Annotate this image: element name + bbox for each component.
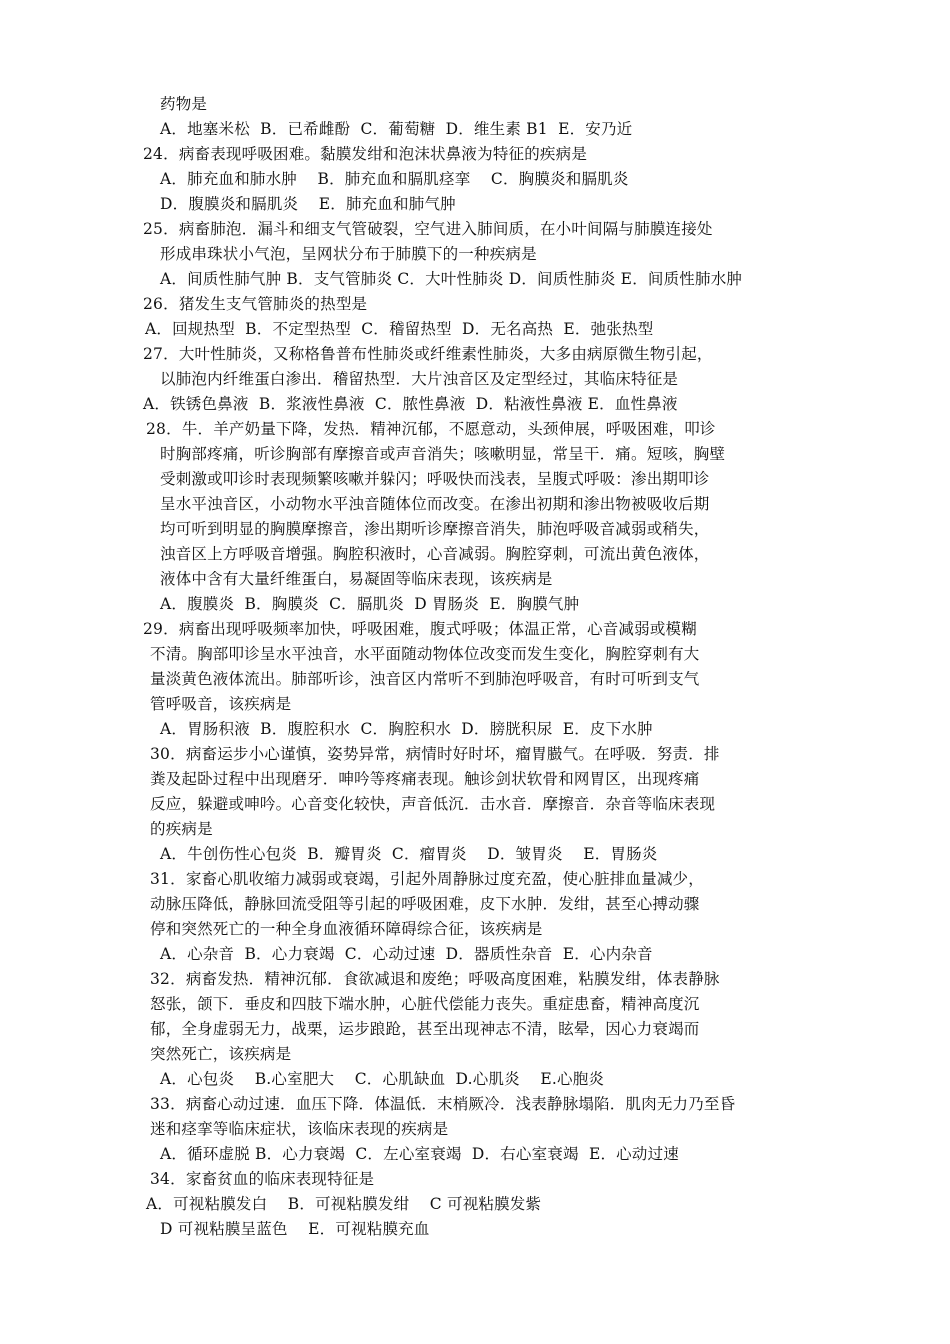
text-line: 反应，躲避或呻吟。心音变化较快，声音低沉．击水音．摩擦音．杂音等临床表现 xyxy=(150,795,716,813)
text-line: 时胸部疼痛，听诊胸部有摩擦音或声音消失；咳嗽明显，常呈干．痛。短咳，胸壁 xyxy=(160,445,726,463)
text-line: 液体中含有大量纤维蛋白，易凝固等临床表现，该疾病是 xyxy=(160,570,553,588)
question-stem: 32．病畜发热．精神沉郁．食欲减退和废绝；呼吸高度困难，粘膜发绀，体表静脉 xyxy=(150,970,720,988)
answer-options: A．牛创伤性心包炎 B．瓣胃炎 C．瘤胃炎 D．皱胃炎 E．胃肠炎 xyxy=(160,845,658,863)
text-line: 动脉压降低，静脉回流受阻等引起的呼吸困难，皮下水肿．发绀，甚至心搏动骤 xyxy=(150,895,700,913)
text-line: 迷和痉挛等临床症状，该临床表现的疾病是 xyxy=(150,1120,449,1138)
text-line: 的疾病是 xyxy=(150,820,213,838)
question-stem: 26．猪发生支气管肺炎的热型是 xyxy=(143,295,368,313)
answer-options: D．腹膜炎和膈肌炎 E．肺充血和肺气肿 xyxy=(160,195,456,213)
text-line: 形成串珠状小气泡，呈网状分布于肺膜下的一种疾病是 xyxy=(160,245,537,263)
text-line: 不清。胸部叩诊呈水平浊音，水平面随动物体位改变而发生变化，胸腔穿刺有大 xyxy=(150,645,700,663)
answer-options: A．间质性肺气肿 B．支气管肺炎 C．大叶性肺炎 D．间质性肺炎 E．间质性肺水肿 xyxy=(160,270,743,288)
answer-options: A．循环虚脱 B．心力衰竭 C．左心室衰竭 D．右心室衰竭 E．心动过速 xyxy=(160,1145,679,1163)
question-stem: 31．家畜心肌收缩力减弱或衰竭，引起外周静脉过度充盈，使心脏排血量减少， xyxy=(150,870,704,888)
text-line: 以肺泡内纤维蛋白渗出．稽留热型．大片浊音区及定型经过，其临床特征是 xyxy=(160,370,679,388)
question-stem: 29．病畜出现呼吸频率加快，呼吸困难，腹式呼吸；体温正常，心音减弱或模糊 xyxy=(143,620,697,638)
question-stem: 25．病畜肺泡．漏斗和细支气管破裂，空气进入肺间质，在小叶间隔与肺膜连接处 xyxy=(143,220,713,238)
question-stem: 33．病畜心动过速．血压下降．体温低．末梢厥冷．浅表静脉塌陷．肌肉无力乃至昏 xyxy=(150,1095,736,1113)
question-stem: 34．家畜贫血的临床表现特征是 xyxy=(150,1170,375,1188)
text-line: 均可听到明显的胸膜摩擦音，渗出期听诊摩擦音消失，肺泡呼吸音减弱或稍失， xyxy=(160,520,710,538)
text-line: 量淡黄色液体流出。肺部听诊，浊音区内常听不到肺泡呼吸音，有时可听到支气 xyxy=(150,670,700,688)
answer-options: A．铁锈色鼻液 B．浆液性鼻液 C．脓性鼻液 D．粘液性鼻液 E．血性鼻液 xyxy=(143,395,678,413)
text-line: 受刺激或叩诊时表现频繁咳嗽并躲闪；呼吸快而浅表，呈腹式呼吸：渗出期叩诊 xyxy=(160,470,710,488)
question-stem: 24．病畜表现呼吸困难。黏膜发绀和泡沫状鼻液为特征的疾病是 xyxy=(143,145,588,163)
answer-options: A．胃肠积液 B．腹腔积水 C．胸腔积水 D．膀胱积尿 E．皮下水肿 xyxy=(160,720,653,738)
text-line: 呈水平浊音区，小动物水平浊音随体位而改变。在渗出初期和渗出物被吸收后期 xyxy=(160,495,710,513)
question-stem: 30．病畜运步小心谨慎，姿势异常，病情时好时坏，瘤胃臌气。在呼吸．努责．排 xyxy=(150,745,720,763)
answer-options: A．回规热型 B．不定型热型 C．稽留热型 D．无名高热 E．弛张热型 xyxy=(145,320,654,338)
text-line: 郁，全身虚弱无力，战栗，运步踉跄，甚至出现神志不清，眩晕，因心力衰竭而 xyxy=(150,1020,700,1038)
text-line: 管呼吸音，该疾病是 xyxy=(150,695,292,713)
text-line: 药物是 xyxy=(160,95,208,113)
question-stem: 28．牛．羊产奶量下降，发热．精神沉郁，不愿意动，头颈伸展，呼吸困难，叩诊 xyxy=(146,420,716,438)
answer-options: A．可视粘膜发白 B．可视粘膜发绀 C 可视粘膜发紫 xyxy=(146,1195,542,1213)
answer-options: A．地塞米松 B．已希雌酚 C．葡萄糖 D．维生素 B1 E．安乃近 xyxy=(160,120,633,138)
question-stem: 27．大叶性肺炎，又称格鲁普布性肺炎或纤维素性肺炎，大多由病原微生物引起， xyxy=(143,345,713,363)
answer-options: D 可视粘膜呈蓝色 E．可视粘膜充血 xyxy=(160,1220,430,1238)
text-line: 突然死亡，该疾病是 xyxy=(150,1045,292,1063)
text-line: 粪及起卧过程中出现磨牙．呻吟等疼痛表现。触诊剑状软骨和网胃区，出现疼痛 xyxy=(150,770,700,788)
answer-options: A．心杂音 B．心力衰竭 C．心动过速 D．器质性杂音 E．心内杂音 xyxy=(160,945,653,963)
text-line: 怒张，颌下．垂皮和四肢下端水肿，心脏代偿能力丧失。重症患畜，精神高度沉 xyxy=(150,995,700,1013)
answer-options: A．腹膜炎 B．胸膜炎 C．膈肌炎 D 胃肠炎 E．胸膜气肿 xyxy=(160,595,580,613)
text-line: 停和突然死亡的一种全身血液循环障碍综合征，该疾病是 xyxy=(150,920,543,938)
answer-options: A．心包炎 B.心室肥大 C．心肌缺血 D.心肌炎 E.心胞炎 xyxy=(160,1070,605,1088)
text-line: 浊音区上方呼吸音增强。胸腔积液时，心音减弱。胸腔穿刺，可流出黄色液体， xyxy=(160,545,710,563)
answer-options: A．肺充血和肺水肿 B．肺充血和膈肌痉挛 C．胸膜炎和膈肌炎 xyxy=(160,170,629,188)
